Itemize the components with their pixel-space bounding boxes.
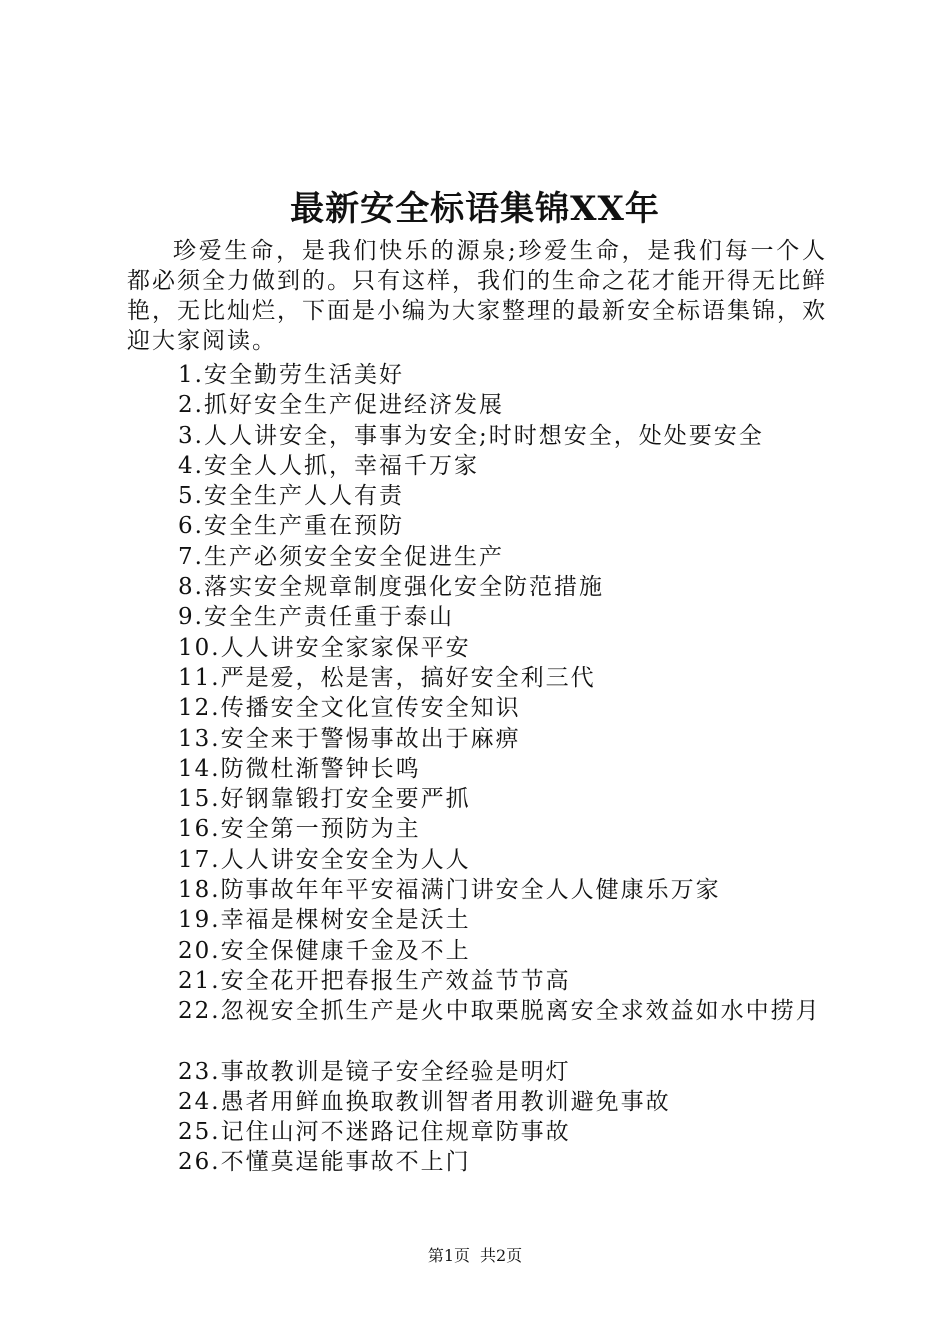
list-item: 2.抓好安全生产促进经济发展 xyxy=(178,392,504,419)
list-item: 23.事故教训是镜子安全经验是明灯 xyxy=(178,1058,571,1085)
document-title: 最新安全标语集锦XX年 xyxy=(290,189,660,229)
list-item: 12.传播安全文化宣传安全知识 xyxy=(178,695,521,722)
list-item: 22.忽视安全抓生产是火中取栗脱离安全求效益如水中捞月 xyxy=(178,998,821,1025)
list-item: 20.安全保健康千金及不上 xyxy=(178,937,471,964)
page-footer xyxy=(0,1244,950,1268)
list-item: 21.安全花开把春报生产效益节节高 xyxy=(178,967,571,994)
page-total: 共2页 xyxy=(480,1246,523,1265)
list-item: 6.安全生产重在预防 xyxy=(178,513,404,540)
list-item: 8.落实安全规章制度强化安全防范措施 xyxy=(178,574,604,601)
list-item: 13.安全来于警惕事故出于麻痹 xyxy=(178,725,521,752)
list-item: 3.人人讲安全，事事为安全;时时想安全，处处要安全 xyxy=(178,422,764,449)
list-item: 10.人人讲安全家家保平安 xyxy=(178,634,471,661)
slogan-list xyxy=(178,360,878,1178)
list-item: 25.记住山河不迷路记住规章防事故 xyxy=(178,1119,571,1146)
list-item: 9.安全生产责任重于泰山 xyxy=(178,604,454,631)
list-item: 5.安全生产人人有责 xyxy=(178,483,404,510)
list-item: 4.安全人人抓，幸福千万家 xyxy=(178,452,479,479)
list-item: 24.愚者用鲜血换取教训智者用教训避免事故 xyxy=(178,1088,671,1115)
list-item: 16.安全第一预防为主 xyxy=(178,816,421,843)
list-item: 15.好钢靠锻打安全要严抓 xyxy=(178,786,471,813)
list-item: 11.严是爱，松是害，搞好安全利三代 xyxy=(178,664,596,691)
list-item: 7.生产必须安全安全促进生产 xyxy=(178,543,504,570)
intro-paragraph: 珍爱生命，是我们快乐的源泉;珍爱生命，是我们每一个人都必须全力做到的。只有这样，我们的生命之花才能开得无比鲜艳，无比灿烂，下面是小编为大家整理的最新安全标语集锦，欢迎大家阅读。 xyxy=(127,238,827,354)
list-item: 14.防微杜渐警钟长鸣 xyxy=(178,755,421,782)
list-item: 19.幸福是棵树安全是沃土 xyxy=(178,907,471,934)
list-item: 1.安全勤劳生活美好 xyxy=(178,362,404,388)
list-item: 17.人人讲安全安全为人人 xyxy=(178,846,471,873)
page-number: 第1页 xyxy=(427,1246,470,1265)
list-item: 18.防事故年年平安福满门讲安全人人健康乐万家 xyxy=(178,877,721,904)
list-item: 26.不懂莫逞能事故不上门 xyxy=(178,1149,471,1176)
